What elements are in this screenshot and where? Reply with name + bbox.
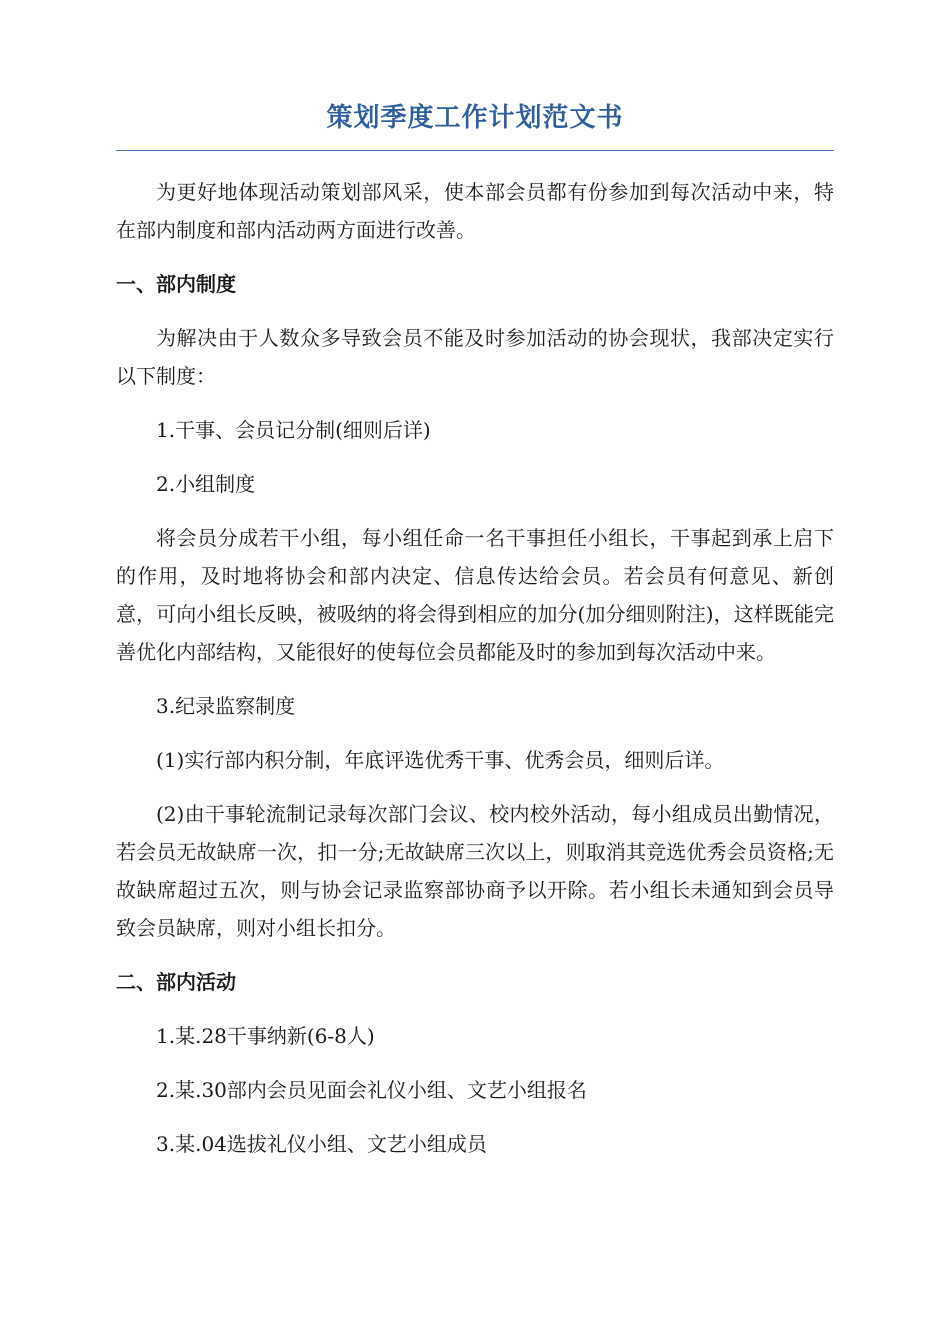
- group-system-paragraph: 将会员分成若干小组，每小组任命一名干事担任小组长，干事起到承上启下的作用，及时地将协会和部内决定、信息传达给会员。若会员有何意见、新创意，可向小组长反映，被吸纳的将会得到相应的加分(加分细则附注)，这样既能完善优化内部结构，又能很好的使每位会员都能及时的参加到每次活动中来。: [116, 526, 834, 664]
- activity-item-1: 1.某.28干事纳新(6-8人): [156, 1024, 375, 1048]
- section1-intro-paragraph: 为解决由于人数众多导致会员不能及时参加活动的协会现状，我部决定实行以下制度：: [116, 326, 834, 388]
- system-item-1: 1.干事、会员记分制(细则后详): [156, 418, 431, 442]
- record-rule-1: (1)实行部内积分制，年底评选优秀干事、优秀会员，细则后详。: [156, 748, 725, 772]
- section-heading-activities: 二、部内活动: [116, 970, 236, 994]
- system-item-2: 2.小组制度: [156, 472, 256, 496]
- activity-item-3: 3.某.04选拔礼仪小组、文艺小组成员: [156, 1132, 487, 1156]
- activity-item-2: 2.某.30部内会员见面会礼仪小组、文艺小组报名: [156, 1078, 587, 1102]
- record-rule-2: (2)由干事轮流制记录每次部门会议、校内校外活动，每小组成员出勤情况，若会员无故缺席一次，扣一分;无故缺席三次以上，则取消其竞选优秀会员资格;无故缺席超过五次，则与协会记录监察部协商予以开除。若小组长未通知到会员导致会员缺席，则对小组长扣分。: [116, 802, 834, 940]
- system-item-3: 3.纪录监察制度: [156, 694, 296, 718]
- intro-paragraph: 为更好地体现活动策划部风采，使本部会员都有份参加到每次活动中来，特在部内制度和部内活动两方面进行改善。: [116, 180, 834, 242]
- document-page: [116, 100, 834, 1163]
- section-heading-system: 一、部内制度: [116, 272, 236, 296]
- document-title: 策划季度工作计划范文书: [116, 100, 834, 151]
